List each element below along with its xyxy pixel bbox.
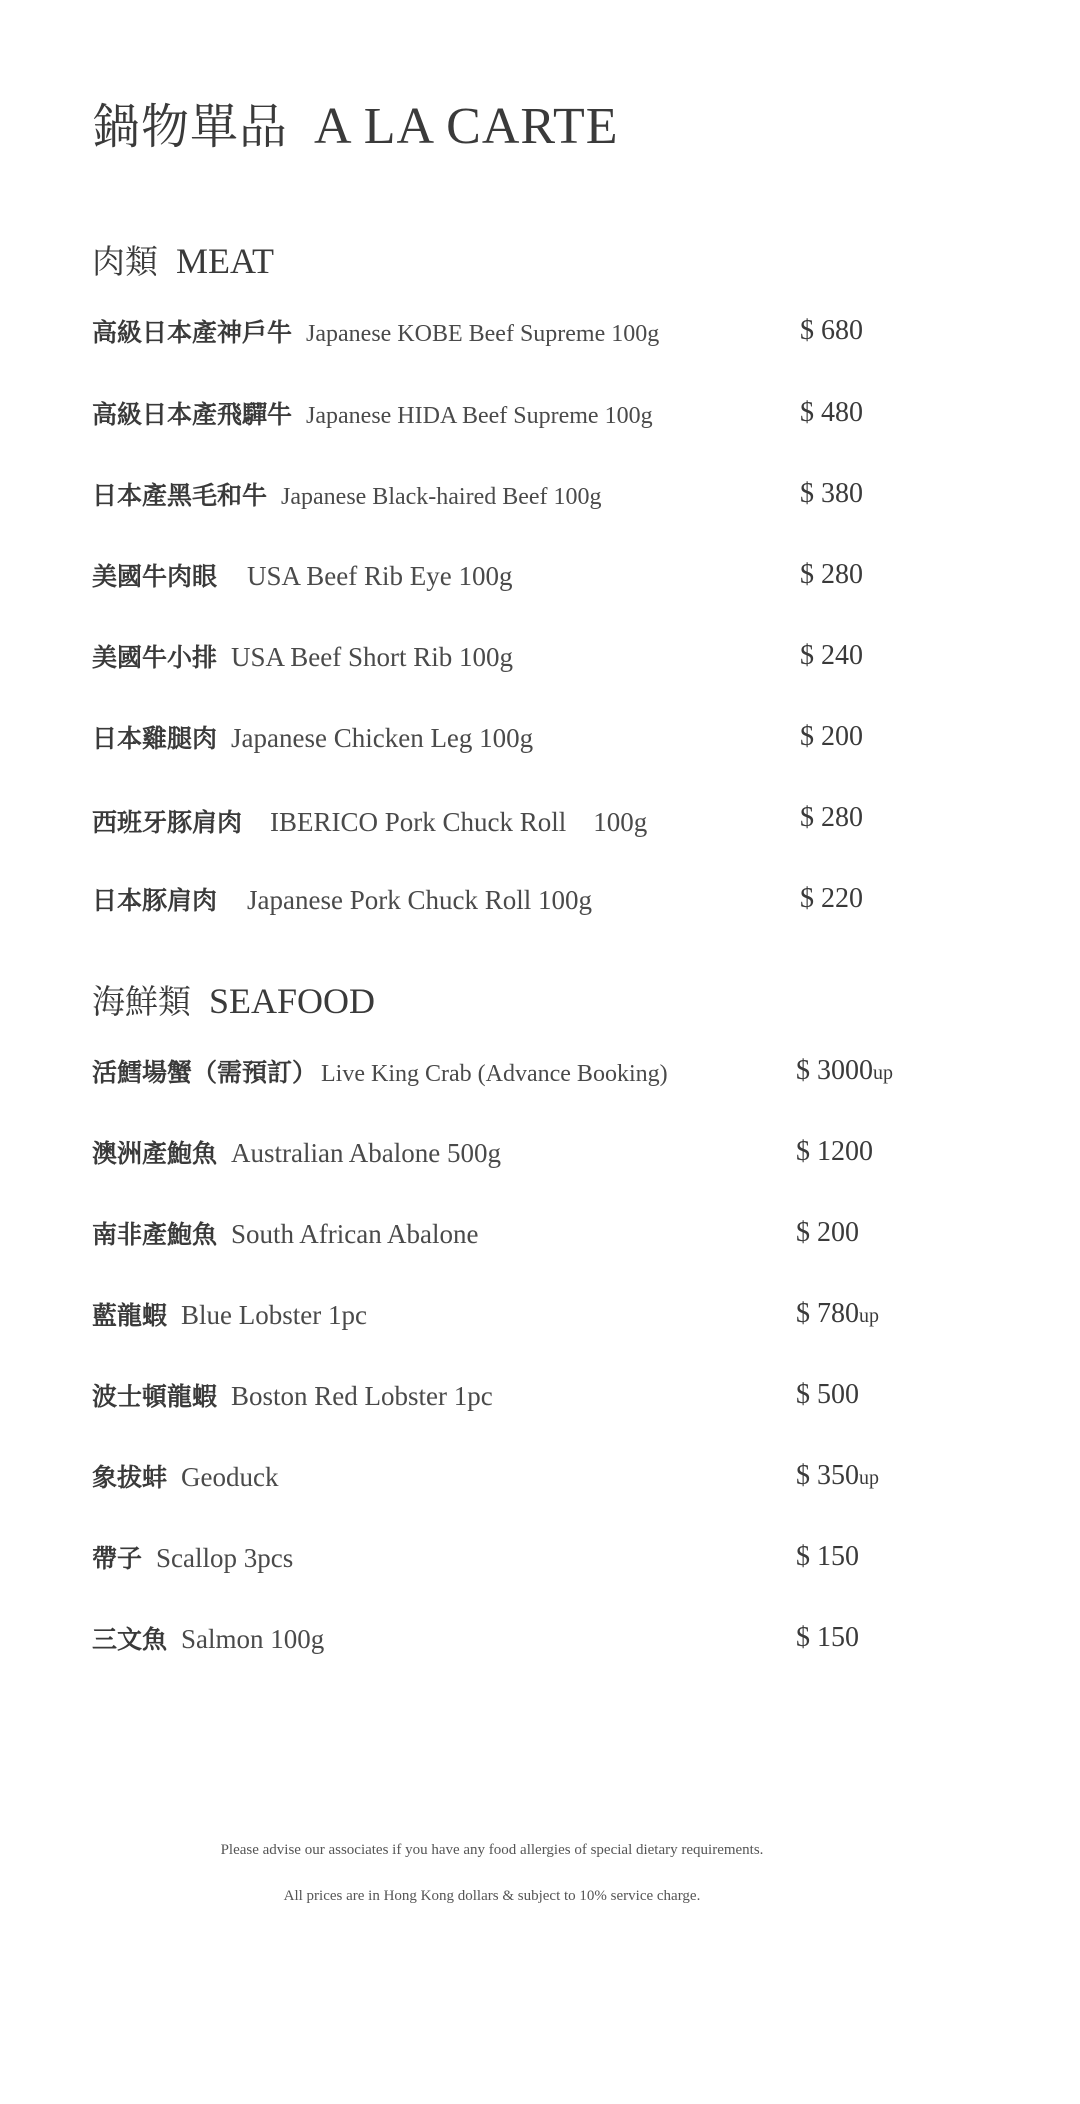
- menu-item-south-african-abalone: [92, 1215, 992, 1255]
- item-price: $ 200: [800, 721, 863, 752]
- menu-item-blue-lobster: [92, 1296, 992, 1336]
- menu-item-scallop: [92, 1539, 992, 1579]
- item-price: $ 220: [800, 883, 863, 914]
- section-heading-meat-zh: 肉類: [92, 242, 158, 281]
- item-name-zh: 澳洲產鮑魚: [92, 1139, 218, 1168]
- menu-item-australian-abalone: [92, 1134, 992, 1174]
- menu-item-geoduck: [92, 1458, 992, 1498]
- item-name-en: Japanese KOBE Beef Supreme 100g: [306, 321, 660, 347]
- item-name-en: Japanese Pork Chuck Roll 100g: [247, 885, 592, 915]
- section-heading-meat-en: MEAT: [176, 241, 274, 281]
- menu-item-king-crab: [92, 1053, 992, 1093]
- item-name-en: Salmon 100g: [181, 1624, 325, 1654]
- page-title-en: A LA CARTE: [314, 98, 619, 155]
- item-name-zh: 日本豚肩肉: [92, 886, 218, 915]
- item-name-en: Live King Crab (Advance Booking): [321, 1061, 668, 1087]
- item-name-zh: 三文魚: [92, 1625, 168, 1654]
- page-title: [92, 88, 618, 157]
- item-price: $ 280: [800, 802, 863, 833]
- item-name-zh: 活鱈場蟹（需預訂）: [92, 1058, 318, 1087]
- item-name-en: Scallop 3pcs: [156, 1543, 294, 1573]
- item-name-zh: 波士頓龍蝦: [92, 1382, 218, 1411]
- item-name-en: South African Abalone: [231, 1219, 479, 1249]
- item-name-zh: 西班牙豚肩肉: [92, 808, 243, 837]
- item-price: $ 350up: [796, 1460, 879, 1491]
- item-name-zh: 象拔蚌: [92, 1463, 168, 1492]
- item-price: $ 150: [796, 1622, 859, 1653]
- item-price: $ 280: [800, 559, 863, 590]
- allergy-notice: Please advise our associates if you have any food allergies of special dietary requirements.: [220, 1842, 764, 1858]
- price-suffix: up: [873, 1062, 893, 1084]
- item-name-zh: 南非產鮑魚: [92, 1220, 218, 1249]
- item-price: $ 500: [796, 1379, 859, 1410]
- item-name-en: USA Beef Rib Eye 100g: [247, 561, 513, 591]
- item-name-en: Japanese Black-haired Beef 100g: [281, 484, 602, 510]
- menu-item-japanese-pork: [92, 881, 992, 921]
- price-suffix: up: [859, 1467, 879, 1489]
- item-name-en: Australian Abalone 500g: [231, 1138, 501, 1168]
- menu-item-usa-short-rib: [92, 638, 992, 678]
- section-heading-seafood: [92, 976, 375, 1023]
- menu-item-salmon: [92, 1620, 992, 1660]
- item-name-zh: 美國牛肉眼: [92, 562, 218, 591]
- section-heading-seafood-zh: 海鮮類: [92, 982, 191, 1021]
- item-name-zh: 日本雞腿肉: [92, 724, 218, 753]
- price-suffix: up: [859, 1305, 879, 1327]
- menu-item-usa-rib-eye: [92, 557, 992, 597]
- menu-item-hida-beef: [92, 395, 992, 435]
- item-name-zh: 日本產黑毛和牛: [92, 481, 268, 510]
- menu-item-black-haired-beef: [92, 476, 992, 516]
- item-price: $ 480: [800, 397, 863, 428]
- menu-item-kobe-beef: [92, 313, 992, 353]
- section-heading-meat: [92, 236, 274, 283]
- item-price: $ 3000up: [796, 1055, 893, 1086]
- item-price: $ 240: [800, 640, 863, 671]
- section-heading-seafood-en: SEAFOOD: [209, 981, 376, 1021]
- item-name-en: Japanese HIDA Beef Supreme 100g: [306, 403, 653, 429]
- page-title-zh: 鍋物單品: [92, 99, 289, 155]
- menu-item-chicken-leg: [92, 719, 992, 759]
- item-price: $ 380: [800, 478, 863, 509]
- item-price: $ 680: [800, 315, 863, 346]
- menu-item-iberico-pork: [92, 800, 992, 840]
- item-name-zh: 高級日本產神戶牛: [92, 318, 293, 347]
- item-price: $ 150: [796, 1541, 859, 1572]
- item-name-zh: 高級日本產飛驒牛: [92, 400, 293, 429]
- service-charge-notice: All prices are in Hong Kong dollars & subject to 10% service charge.: [283, 1888, 701, 1904]
- item-price: $ 780up: [796, 1298, 879, 1329]
- item-name-en: Geoduck: [181, 1462, 279, 1492]
- item-name-en: USA Beef Short Rib 100g: [231, 642, 514, 672]
- item-name-zh: 藍龍蝦: [92, 1301, 168, 1330]
- item-name-en: Boston Red Lobster 1pc: [231, 1381, 493, 1411]
- item-name-en: Blue Lobster 1pc: [181, 1300, 367, 1330]
- item-name-zh: 美國牛小排: [92, 643, 218, 672]
- item-price: $ 200: [796, 1217, 859, 1248]
- item-price: $ 1200: [796, 1136, 873, 1167]
- item-name-en: IBERICO Pork Chuck Roll 100g: [270, 807, 648, 837]
- menu-item-boston-lobster: [92, 1377, 992, 1417]
- item-name-zh: 帶子: [92, 1544, 143, 1573]
- item-name-en: Japanese Chicken Leg 100g: [231, 723, 534, 753]
